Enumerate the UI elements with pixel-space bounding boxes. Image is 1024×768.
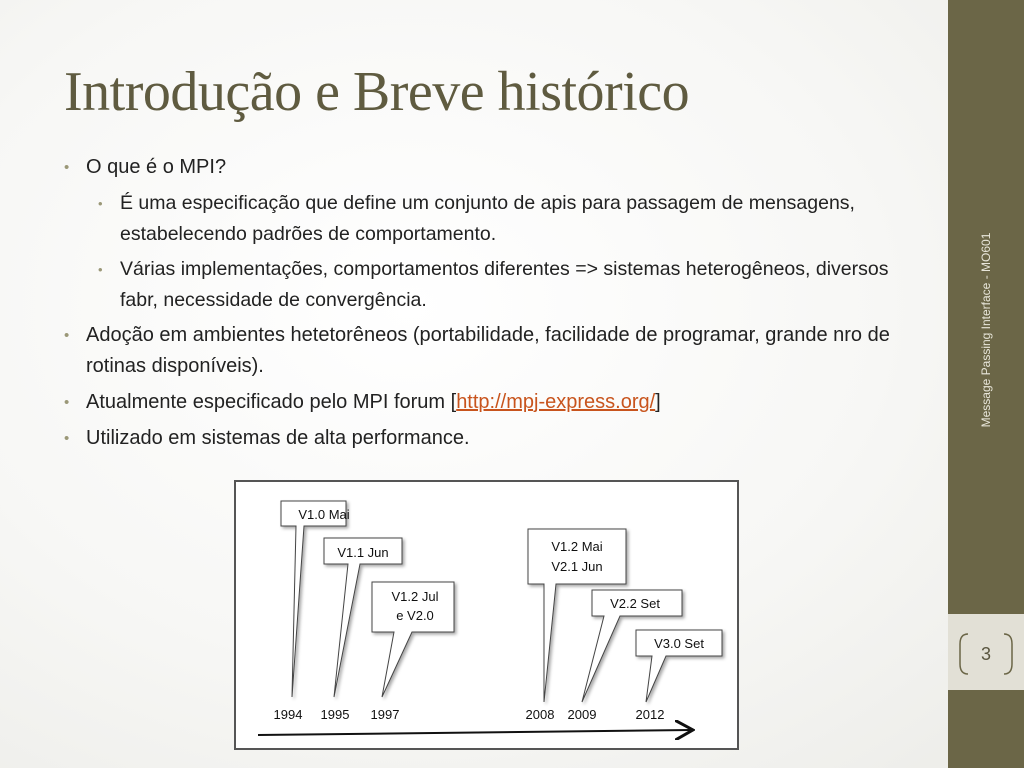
bullet-text-suffix: ] [655,391,661,413]
bullet-text: Utilizado em sistemas de alta performance. [86,427,470,449]
year-label-1994: 1994 [273,707,303,722]
sub-bullet-item [64,188,924,250]
bullet-item [64,320,924,382]
callout-label-v1-0: V1.0 Mai [298,507,350,522]
sidebar-caption: Message Passing Interface - MO601 [979,232,993,428]
bullet-dot-icon: • [98,262,103,277]
callout-label-v2-2: V2.2 Set [610,596,660,611]
callout-label-v1-2-mai-line2: V2.1 Jun [551,559,603,574]
bullet-text: Adoção em ambientes hetetorêneos (portabilidade, facilidade de programar, grande nro de rotinas disponíveis). [86,324,890,377]
sub-bullet-item [64,254,924,316]
callout-label-v1-2-mai-line1: V1.2 Mai [551,539,603,554]
bullet-dot-icon: • [98,196,103,211]
bullet-item [64,423,924,454]
bullet-dot-icon: • [64,394,70,411]
callout-v1-2-jul [372,582,454,697]
bullet-text: Várias implementações, comportamentos diferentes => sistemas heterogêneos, diversos fabr, necessidade de convergência. [120,258,889,311]
year-label-2009: 2009 [567,707,597,722]
callout-label-v1-2-jul-line2: e V2.0 [396,608,434,623]
year-label-1995: 1995 [320,707,350,722]
year-label-2012: 2012 [635,707,665,722]
year-label-1997: 1997 [370,707,400,722]
mpi-forum-link[interactable]: http://mpj-express.org/ [456,391,656,413]
timeline-diagram [236,482,741,752]
callout-label-v1-1: V1.1 Jun [337,545,389,560]
bullet-dot-icon: • [64,327,70,344]
timeline-figure [234,480,739,750]
slide-number: 3 [980,644,991,664]
bullet-text-prefix: Atualmente especificado pelo MPI forum [ [86,391,457,413]
callout-v3-0 [636,630,722,702]
year-label-2008: 2008 [525,707,555,722]
bullet-dot-icon: • [64,159,70,176]
bullet-list [64,152,924,459]
callout-label-v3-0: V3.0 Set [654,636,704,651]
bullet-item [64,387,924,418]
bullet-text: É uma especificação que define um conjunto de apis para passagem de mensagens, estabelecendo padrões de comportamento. [120,192,855,245]
slide-title: Introdução e Breve histórico [64,61,690,123]
bullet-dot-icon: • [64,430,70,447]
timeline-arrow [258,730,691,735]
bullet-text: O que é o MPI? [86,156,227,178]
callout-label-v1-2-jul-line1: V1.2 Jul [391,589,439,604]
bullet-item [64,152,924,183]
